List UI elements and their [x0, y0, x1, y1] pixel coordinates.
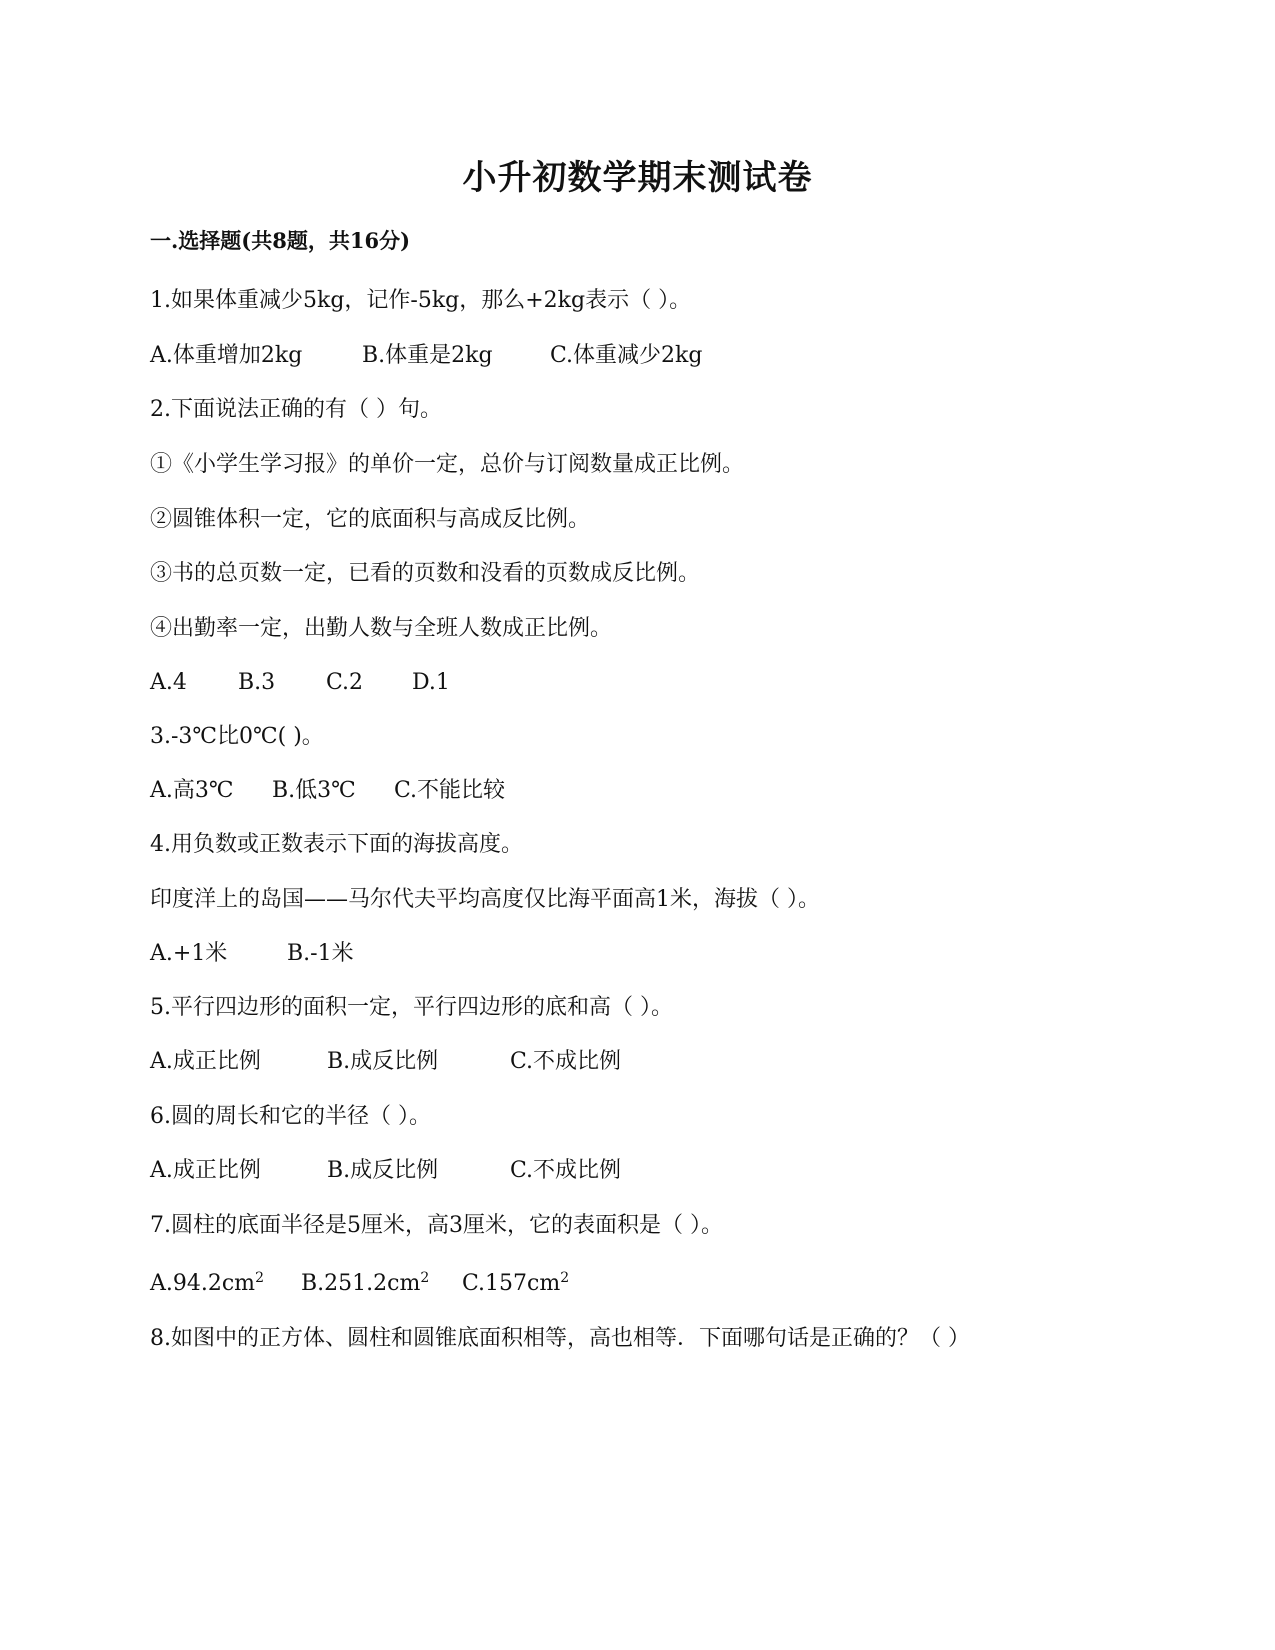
statement-4: ④出勤率一定，出勤人数与全班人数成正比例。 — [150, 616, 613, 641]
option-c: C.不能比较 — [394, 778, 506, 803]
statement-2: ②圆锥体积一定，它的底面积与高成反比例。 — [150, 507, 591, 532]
question-1-stem: 1.如果体重减少5kg，记作-5kg，那么+2kg表示（ ）。 — [150, 288, 692, 313]
option-a: A.+1米 — [150, 941, 228, 966]
option-b — [301, 1269, 462, 1299]
option-a-value: A.94.2cm — [150, 1271, 256, 1296]
section-heading: 一.选择题(共8题，共16分) — [150, 228, 411, 253]
option-b-value: B.251.2cm — [301, 1271, 421, 1296]
option-b: B.成反比例 — [327, 1049, 439, 1074]
option-c: C.不成比例 — [510, 1049, 622, 1074]
exponent: 2 — [420, 1270, 430, 1286]
option-b: B.低3℃ — [272, 778, 356, 803]
question-7-stem: 7.圆柱的底面半径是5厘米，高3厘米，它的表面积是（ ）。 — [150, 1213, 723, 1238]
option-d: D.1 — [412, 670, 450, 695]
question-5-stem: 5.平行四边形的面积一定，平行四边形的底和高（ ）。 — [150, 995, 673, 1020]
option-b: B.体重是2kg — [362, 343, 493, 368]
question-6-options — [150, 1156, 621, 1186]
question-5-options — [150, 1047, 621, 1077]
question-4-context: 印度洋上的岛国——马尔代夫平均高度仅比海平面高1米，海拔（ ）。 — [150, 887, 820, 912]
page-title: 小升初数学期末测试卷 — [462, 158, 813, 198]
option-c — [462, 1269, 569, 1299]
option-b: B.-1米 — [287, 941, 354, 966]
question-8-stem: 8.如图中的正方体、圆柱和圆锥底面积相等，高也相等．下面哪句话是正确的？（ ） — [150, 1326, 970, 1351]
exponent: 2 — [560, 1270, 570, 1286]
option-a: A.体重增加2kg — [150, 343, 303, 368]
option-a: A.高3℃ — [150, 778, 234, 803]
option-a: A.4 — [150, 670, 187, 695]
question-3-options — [150, 776, 505, 806]
option-c: C.2 — [326, 670, 364, 695]
option-c: C.体重减少2kg — [550, 343, 703, 368]
statement-1: ①《小学生学习报》的单价一定，总价与订阅数量成正比例。 — [150, 452, 745, 477]
option-a: A.成正比例 — [150, 1158, 261, 1183]
statement-3: ③书的总页数一定，已看的页数和没看的页数成反比例。 — [150, 561, 701, 586]
question-2-options — [150, 668, 450, 698]
question-4-stem: 4.用负数或正数表示下面的海拔高度。 — [150, 832, 523, 857]
option-c-value: C.157cm — [462, 1271, 561, 1296]
option-b: B.3 — [238, 670, 276, 695]
option-c: C.不成比例 — [510, 1158, 622, 1183]
option-b: B.成反比例 — [327, 1158, 439, 1183]
question-7-options — [150, 1269, 569, 1299]
question-2-stem: 2.下面说法正确的有（ ）句。 — [150, 397, 442, 422]
question-1-options — [150, 341, 702, 371]
question-4-options — [150, 939, 354, 969]
exponent: 2 — [255, 1270, 264, 1286]
option-a: A.成正比例 — [150, 1049, 261, 1074]
question-6-stem: 6.圆的周长和它的半径（ ）。 — [150, 1104, 431, 1129]
question-3-stem: 3.-3℃比0℃( )。 — [150, 724, 324, 749]
option-a — [150, 1269, 301, 1299]
